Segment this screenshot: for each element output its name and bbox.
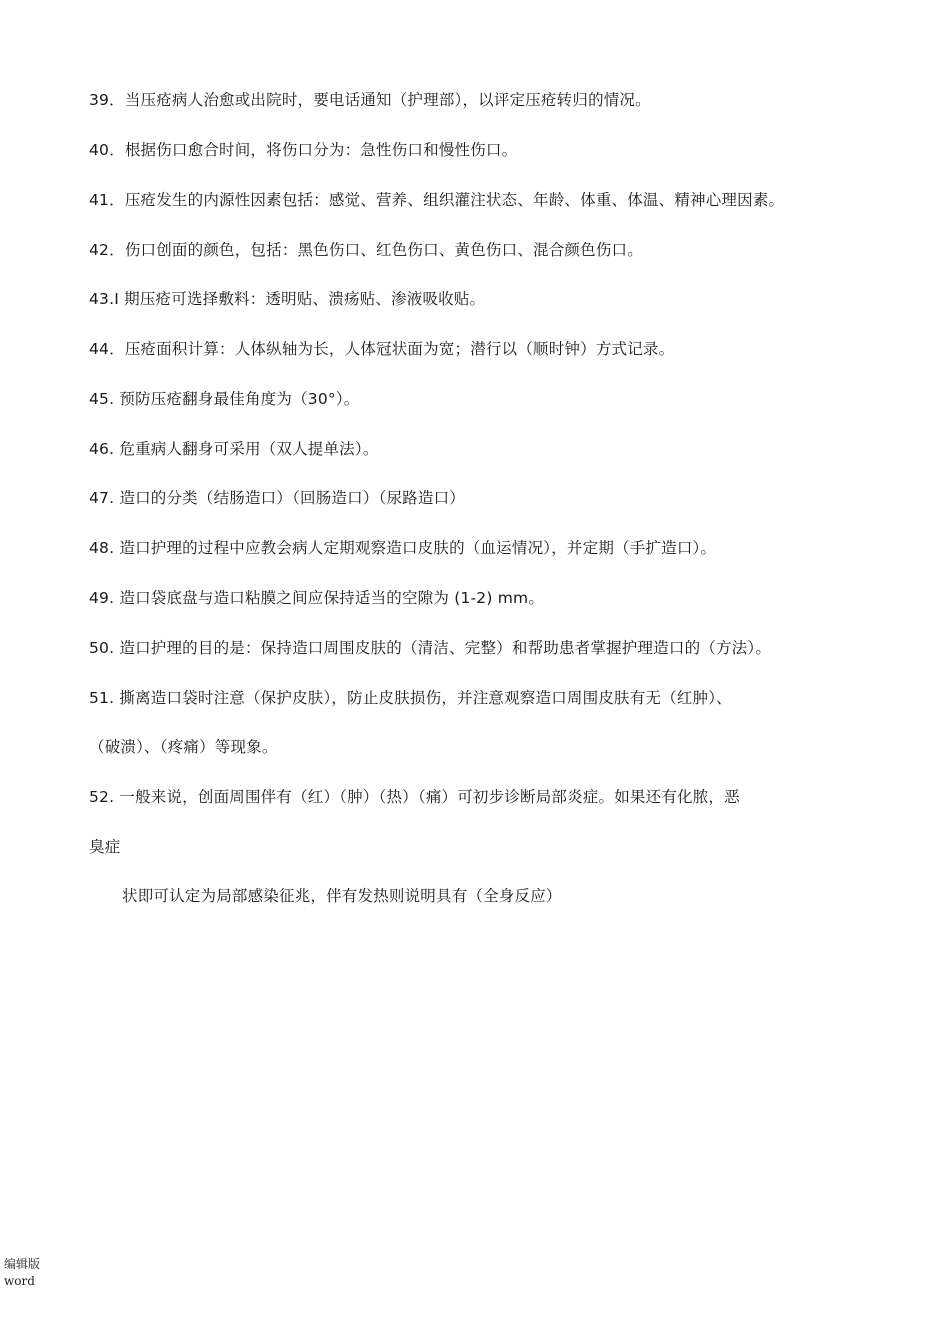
document-line-42: 42．伤口创面的颜色，包括：黑色伤口、红色伤口、黄色伤口、混合颜色伤口。	[89, 241, 643, 259]
footer-label: 编辑版	[4, 1257, 41, 1271]
document-line-48: 48. 造口护理的过程中应教会病人定期观察造口皮肤的（血运情况），并定期（手扩造口）。	[89, 539, 717, 557]
document-line-45: 45. 预防压疮翻身最佳角度为（30°）。	[89, 390, 360, 408]
footer-sublabel: word	[4, 1274, 35, 1288]
document-line-41: 41．压疮发生的内源性因素包括：感觉、营养、组织灌注状态、年龄、体重、体温、精神心理因素。	[89, 191, 785, 209]
document-line-44: 44．压疮面积计算：人体纵轴为长，人体冠状面为宽；潜行以（顺时钟）方式记录。	[89, 340, 675, 358]
document-line-52: 52. 一般来说，创面周围伴有（红）（肿）（热）（痛）可初步诊断局部炎症。如果还有化脓，恶	[89, 788, 740, 806]
document-line-49: 49. 造口袋底盘与造口粘膜之间应保持适当的空隙为 (1-2) mm。	[89, 589, 545, 607]
document-line-51: 51. 撕离造口袋时注意（保护皮肤），防止皮肤损伤，并注意观察造口周围皮肤有无（红肿）、	[89, 689, 732, 707]
document-line-47: 47. 造口的分类（结肠造口）（回肠造口）（尿路造口）	[89, 489, 465, 507]
document-line-46: 46. 危重病人翻身可采用（双人提单法）。	[89, 440, 379, 458]
document-line-52-cont: 臭症	[89, 838, 121, 856]
document-line-43: 43.I 期压疮可选择敷料：透明贴、溃疡贴、渗液吸收贴。	[89, 290, 486, 308]
document-line-40: 40．根据伤口愈合时间，将伤口分为：急性伤口和慢性伤口。	[89, 141, 518, 159]
document-line-50: 50. 造口护理的目的是：保持造口周围皮肤的（清洁、完整）和帮助患者掌握护理造口的（方法）。	[89, 639, 772, 657]
document-line-51-cont: （破溃）、（疼痛）等现象。	[89, 738, 278, 756]
document-line-39: 39．当压疮病人治愈或出院时，要电话通知（护理部），以评定压疮转归的情况。	[89, 91, 651, 109]
document-line-52-cont2: 状即可认定为局部感染征兆，伴有发热则说明具有（全身反应）	[122, 887, 562, 905]
